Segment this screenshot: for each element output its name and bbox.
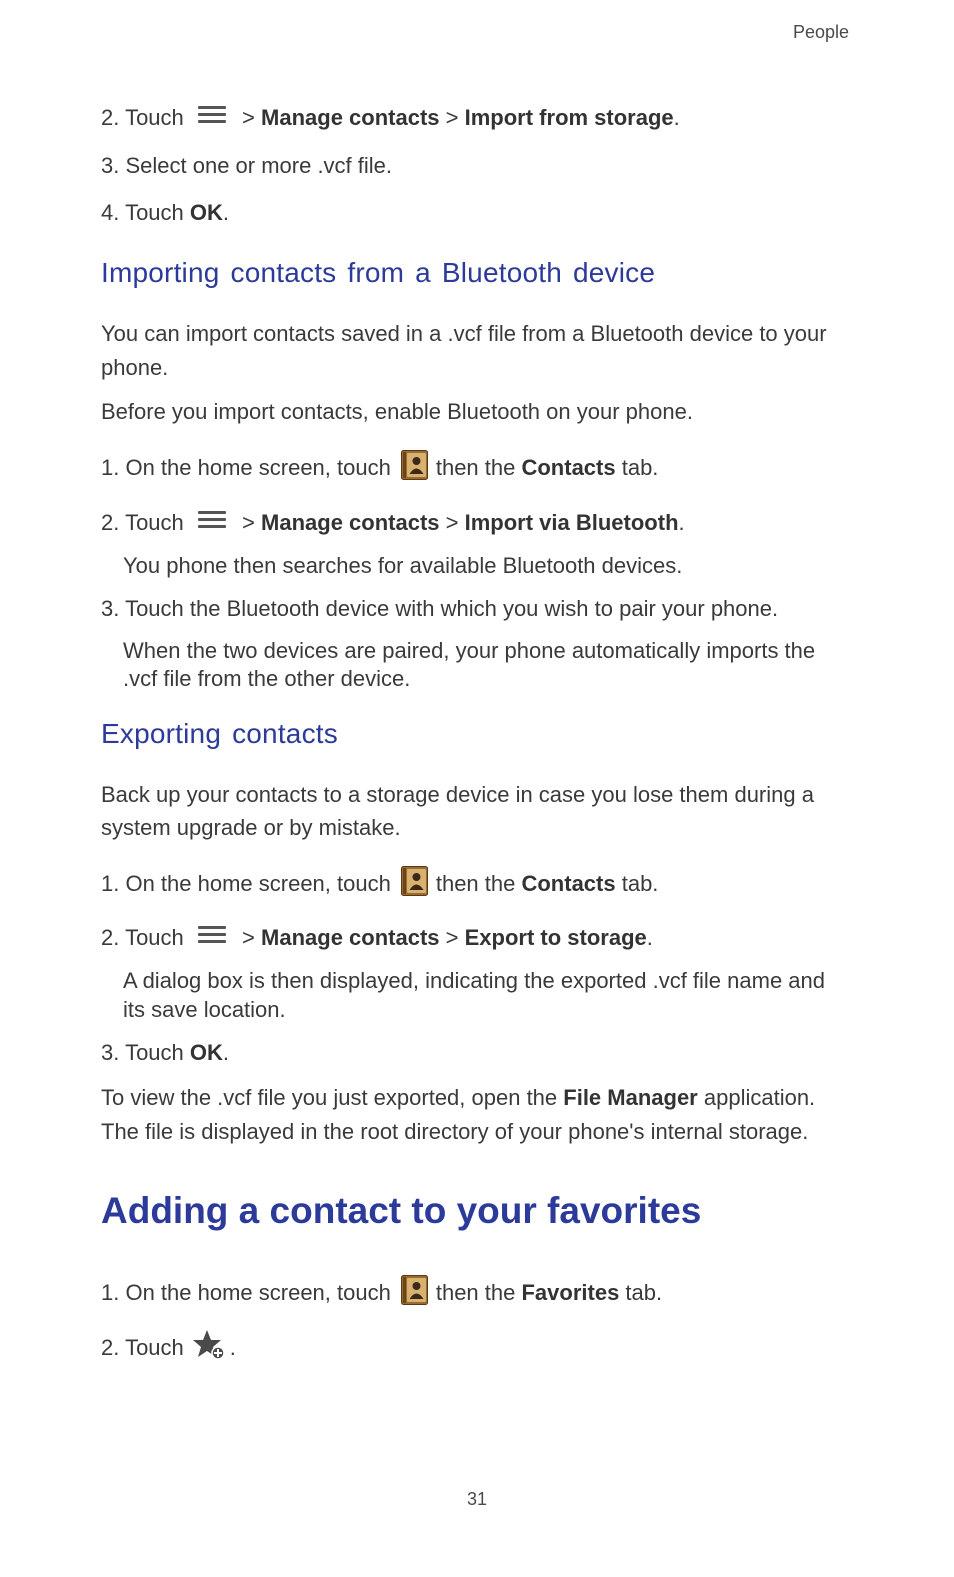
paragraph-view-file-2: The file is displayed in the root directory of your phone's internal storage. [101, 1119, 809, 1144]
separator: > [242, 510, 255, 535]
step-text: then the [435, 871, 522, 896]
step-bt-home-screen [101, 453, 658, 484]
step-import-storage [101, 103, 680, 133]
step-export-home-screen [101, 869, 658, 900]
running-header: People [792, 22, 849, 42]
step-text: application. [697, 1085, 816, 1110]
ok-label: OK [189, 1040, 223, 1065]
period: . [222, 200, 230, 225]
step-text: 4. Touch [101, 200, 190, 225]
step-fav-home-screen [101, 1278, 662, 1309]
step-text: 1. On the home screen, touch [101, 455, 391, 480]
step-text: To view the .vcf file you just exported, open the [101, 1085, 564, 1110]
contacts-app-icon [401, 450, 428, 480]
step-touch-star [101, 1333, 236, 1365]
step-text: 2. Touch [101, 105, 184, 130]
contacts-tab-label: Contacts [521, 455, 616, 480]
step-touch-bluetooth-device: 3. Touch the Bluetooth device with which you wish to pair your phone. [101, 596, 779, 621]
menu-icon [198, 104, 226, 126]
favorites-tab-label: Favorites [521, 1280, 620, 1305]
step-export-touch-ok [101, 1038, 229, 1068]
menu-path-manage-contacts: Manage contacts [261, 105, 440, 130]
step-text: tab. [615, 455, 659, 480]
ok-label: OK [189, 200, 223, 225]
step-text: 3. Touch [101, 1040, 190, 1065]
note-searching-devices: You phone then searches for available Bluetooth devices. [123, 553, 683, 578]
separator: > [445, 925, 459, 950]
contacts-app-icon [401, 1275, 428, 1305]
heading-adding-favorites: Adding a contact to your favorites [101, 1190, 702, 1231]
separator: > [242, 105, 255, 130]
period: . [222, 1040, 230, 1065]
menu-path-import-storage: Import from storage [464, 105, 674, 130]
file-manager-label: File Manager [563, 1085, 698, 1110]
heading-import-bluetooth: Importing contacts from a Bluetooth device [101, 257, 656, 288]
contacts-app-icon [401, 866, 428, 896]
menu-path-import-bluetooth: Import via Bluetooth [464, 510, 679, 535]
step-text: 1. On the home screen, touch [101, 871, 391, 896]
separator: > [242, 925, 255, 950]
menu-path-manage-contacts: Manage contacts [261, 925, 440, 950]
step-touch-ok [101, 198, 229, 228]
paragraph-backup-1: Back up your contacts to a storage device in case you lose them during a [101, 782, 814, 807]
period: . [673, 105, 680, 130]
paragraph-view-file-1 [101, 1083, 815, 1113]
paragraph-enable-bluetooth: Before you import contacts, enable Bluetooth on your phone. [101, 399, 693, 424]
separator: > [445, 105, 459, 130]
menu-path-manage-contacts: Manage contacts [261, 510, 440, 535]
note-paired-2: .vcf file from the other device. [123, 666, 411, 691]
step-text: then the [435, 1280, 522, 1305]
paragraph-bluetooth-intro-1: You can import contacts saved in a .vcf file from a Bluetooth device to your [101, 321, 827, 346]
step-text: then the [435, 455, 522, 480]
period: . [646, 925, 653, 950]
note-paired-1: When the two devices are paired, your phone automatically imports the [123, 638, 816, 663]
period: . [229, 1335, 236, 1360]
period: . [678, 510, 685, 535]
menu-path-export-storage: Export to storage [464, 925, 647, 950]
note-dialog-1: A dialog box is then displayed, indicating the exported .vcf file name and [123, 968, 826, 993]
menu-icon [198, 509, 226, 531]
step-text: tab. [615, 871, 659, 896]
step-text: 2. Touch [101, 1335, 184, 1360]
step-import-bluetooth [101, 508, 685, 538]
separator: > [445, 510, 459, 535]
step-text: 1. On the home screen, touch [101, 1280, 391, 1305]
star-add-icon [192, 1329, 226, 1361]
paragraph-backup-2: system upgrade or by mistake. [101, 815, 401, 840]
page-number: 31 [466, 1489, 488, 1509]
note-dialog-2: its save location. [123, 997, 286, 1022]
menu-icon [198, 924, 226, 946]
heading-exporting-contacts: Exporting contacts [101, 718, 338, 749]
step-text: tab. [619, 1280, 663, 1305]
step-text: 2. Touch [101, 925, 184, 950]
step-text: 2. Touch [101, 510, 184, 535]
step-select-vcf: 3. Select one or more .vcf file. [101, 153, 393, 178]
step-export-storage [101, 923, 653, 953]
paragraph-bluetooth-intro-2: phone. [101, 355, 169, 380]
contacts-tab-label: Contacts [521, 871, 616, 896]
